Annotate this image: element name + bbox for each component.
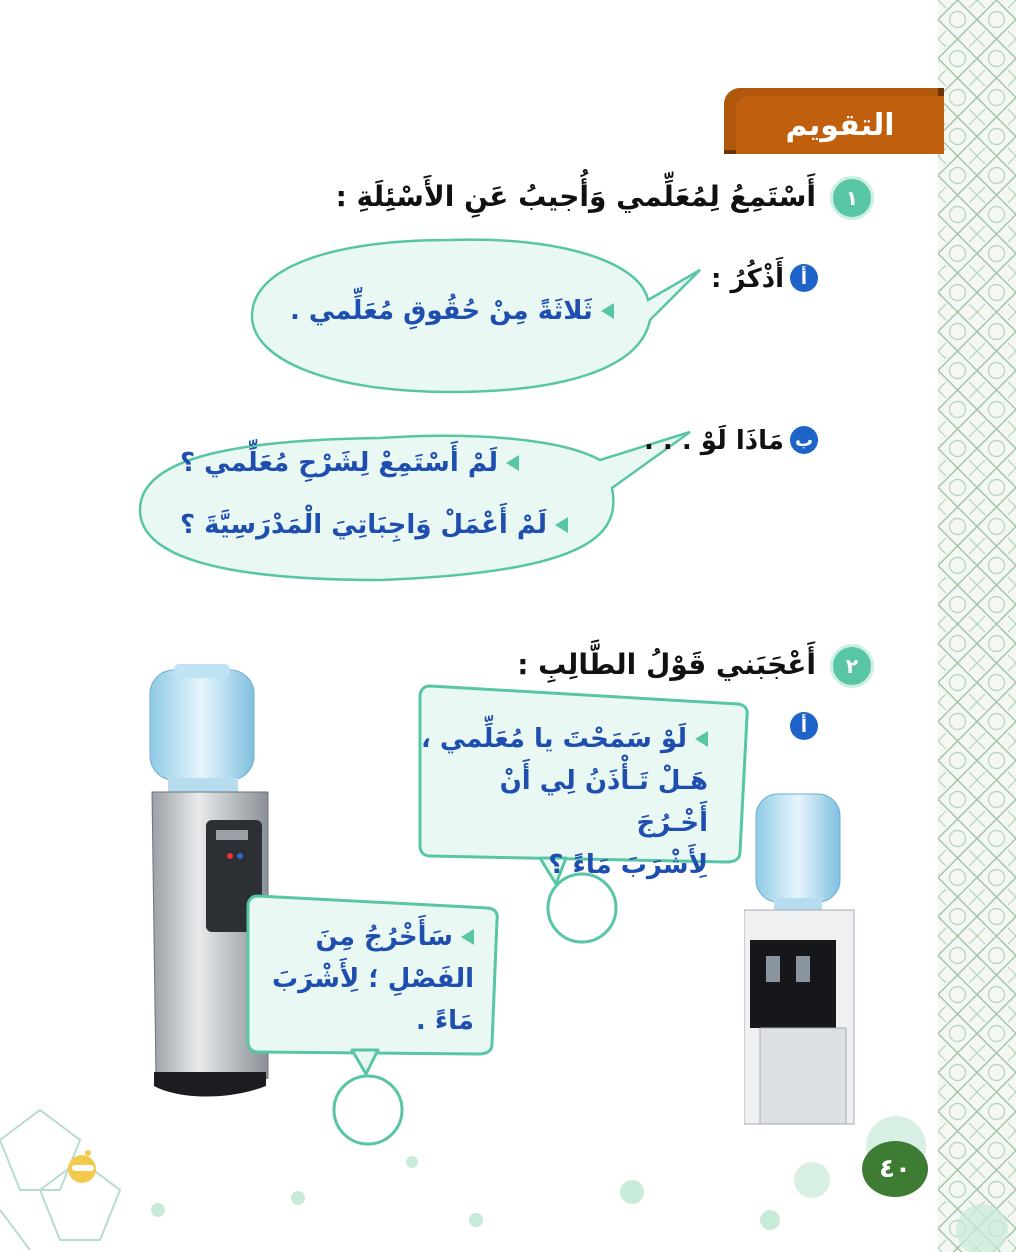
q1-b-line-1: لَمْ أَسْتَمِعْ لِشَرْحِ مُعَلِّمي ؟ <box>180 448 498 478</box>
question-2-title: أَعْجَبَني قَوْلُ الطَّالِبِ : <box>517 648 816 681</box>
q1-a-label: أَذْكُرُ : <box>711 264 784 294</box>
q2-a-line-3: لِأَشْرَبَ مَاءً ؟ <box>548 850 708 880</box>
letter-marker-a: أ <box>790 264 818 292</box>
q1-a-bubble-text: ثَلاثَةً مِنْ حُقُوقِ مُعَلِّمي . <box>290 296 593 326</box>
logo-icon <box>58 1145 106 1185</box>
q2-b-line-1: سَأَخْرُجُ مِنَ <box>315 922 453 952</box>
page-number: ٤٠ <box>862 1141 928 1197</box>
q1-b-line-2: لَمْ أَعْمَلْ وَاجِبَاتِيَ الْمَدْرَسِيَّةَ ؟ <box>180 510 548 540</box>
letter-marker-2a: أ <box>790 712 818 740</box>
question-number-2: ٢ <box>830 644 874 688</box>
question-1-title: أَسْتَمِعُ لِمُعَلِّمي وَأُجيبُ عَنِ الأَسْئِلَةِ : <box>335 180 816 213</box>
q1-b-label: مَاذَا لَوْ . . . <box>643 426 784 456</box>
q2-b-box-text <box>262 916 474 1042</box>
letter-marker-b: ب <box>790 426 818 454</box>
q2-a-box-text <box>420 718 708 886</box>
q2-b-line-2: الفَصْلِ ؛ لِأَشْرَبَ <box>272 964 474 994</box>
q2-a-line-1: لَوْ سَمَحْتَ يا مُعَلِّمي ، <box>420 724 687 754</box>
question-number-1: ١ <box>830 176 874 220</box>
q2-a-line-2: هَـلْ تَـأْذَنُ لِي أَنْ أَخْـرُجَ <box>499 766 708 838</box>
q2-b-line-3: مَاءً . <box>415 1006 474 1036</box>
triangle-bullet-icon <box>695 731 708 747</box>
triangle-bullet-icon <box>461 929 474 945</box>
section-title: التقويم <box>785 107 895 143</box>
